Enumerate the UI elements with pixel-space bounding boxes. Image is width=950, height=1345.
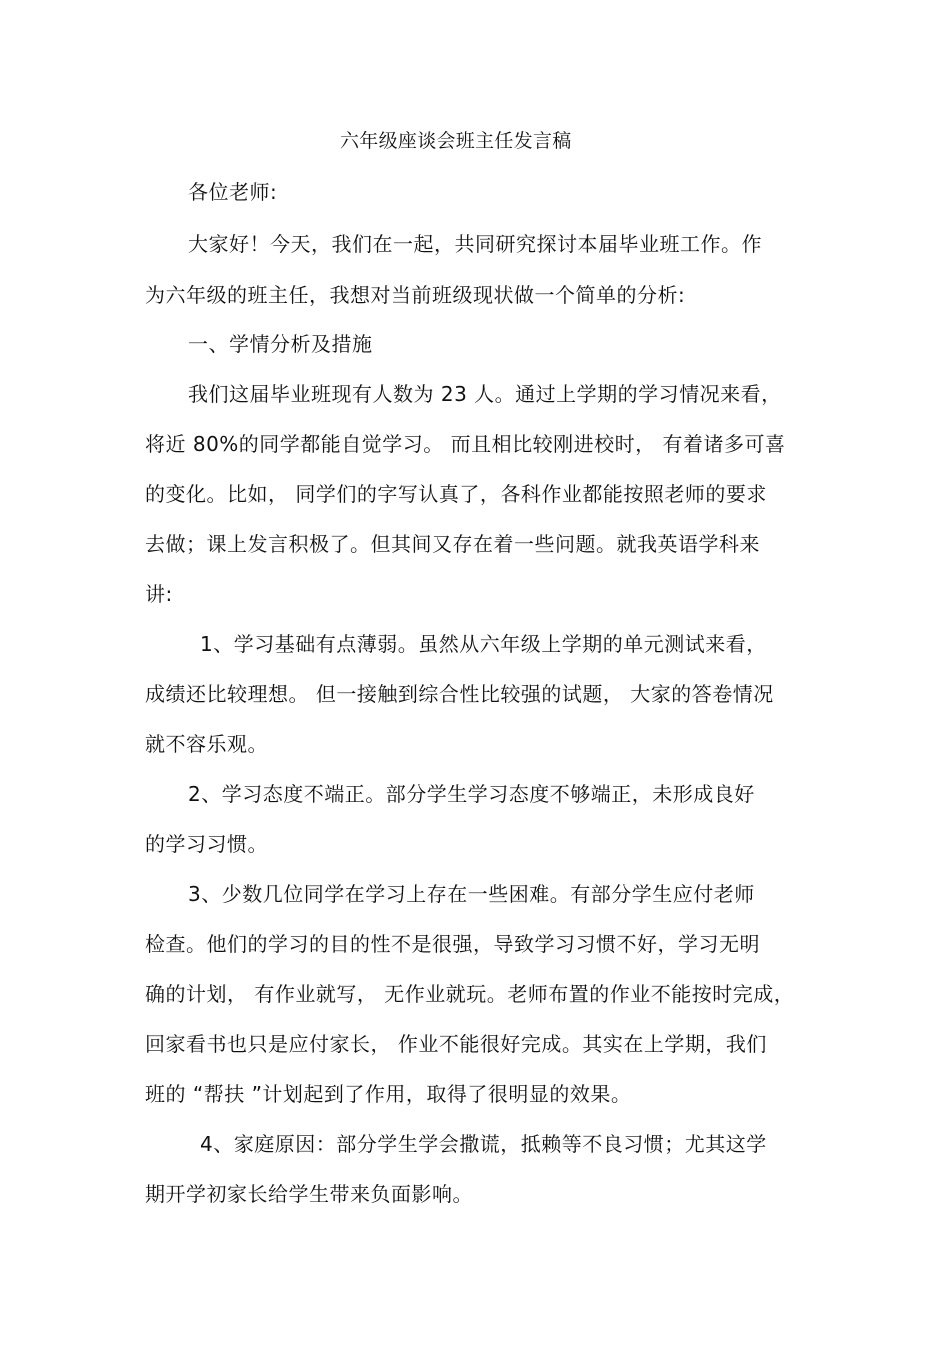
point-3-line: 班的 “帮扶 ”计划起到了作用，取得了很明显的效果。	[145, 1082, 632, 1106]
intro-line-1: 大家好！今天，我们在一起，共同研究探讨本届毕业班工作。作	[188, 232, 762, 256]
intro-line-2: 为六年级的班主任，我想对当前班级现状做一个简单的分析:	[145, 283, 686, 307]
point-3-line: 确的计划， 有作业就写， 无作业就玩。老师布置的作业不能按时完成，	[145, 982, 795, 1006]
paragraph-line: 将近 80%的同学都能自觉学习。 而且相比较刚进校时， 有着诸多可喜	[145, 432, 786, 456]
point-3-line: 回家看书也只是应付家长， 作业不能很好完成。其实在上学期，我们	[145, 1032, 767, 1056]
point-1-line: 成绩还比较理想。 但一接触到综合性比较强的试题， 大家的答卷情况	[145, 682, 774, 706]
paragraph-line: 的变化。比如， 同学们的字写认真了，各科作业都能按照老师的要求	[145, 482, 767, 506]
document-title: 六年级座谈会班主任发言稿	[340, 130, 572, 152]
paragraph-line: 去做；课上发言积极了。但其间又存在着一些问题。就我英语学科来	[145, 532, 760, 556]
point-2-line: 的学习习惯。	[145, 832, 268, 856]
paragraph-line: 讲:	[145, 582, 173, 606]
point-3-line: 3、少数几位同学在学习上存在一些困难。有部分学生应付老师	[188, 882, 755, 906]
section-heading: 一、学情分析及措施	[188, 332, 373, 356]
point-1-line: 1、学习基础有点薄弱。虽然从六年级上学期的单元测试来看，	[200, 632, 767, 656]
point-4-line: 4、家庭原因：部分学生学会撒谎，抵赖等不良习惯；尤其这学	[200, 1132, 767, 1156]
point-1-line: 就不容乐观。	[145, 732, 268, 756]
greeting: 各位老师:	[188, 180, 278, 204]
point-2-line: 2、学习态度不端正。部分学生学习态度不够端正，未形成良好	[188, 782, 755, 806]
point-3-line: 检查。他们的学习的目的性不是很强，导致学习习惯不好，学习无明	[145, 932, 760, 956]
paragraph-line: 我们这届毕业班现有人数为 23 人。通过上学期的学习情况来看，	[188, 382, 782, 406]
point-4-line: 期开学初家长给学生带来负面影响。	[145, 1182, 473, 1206]
